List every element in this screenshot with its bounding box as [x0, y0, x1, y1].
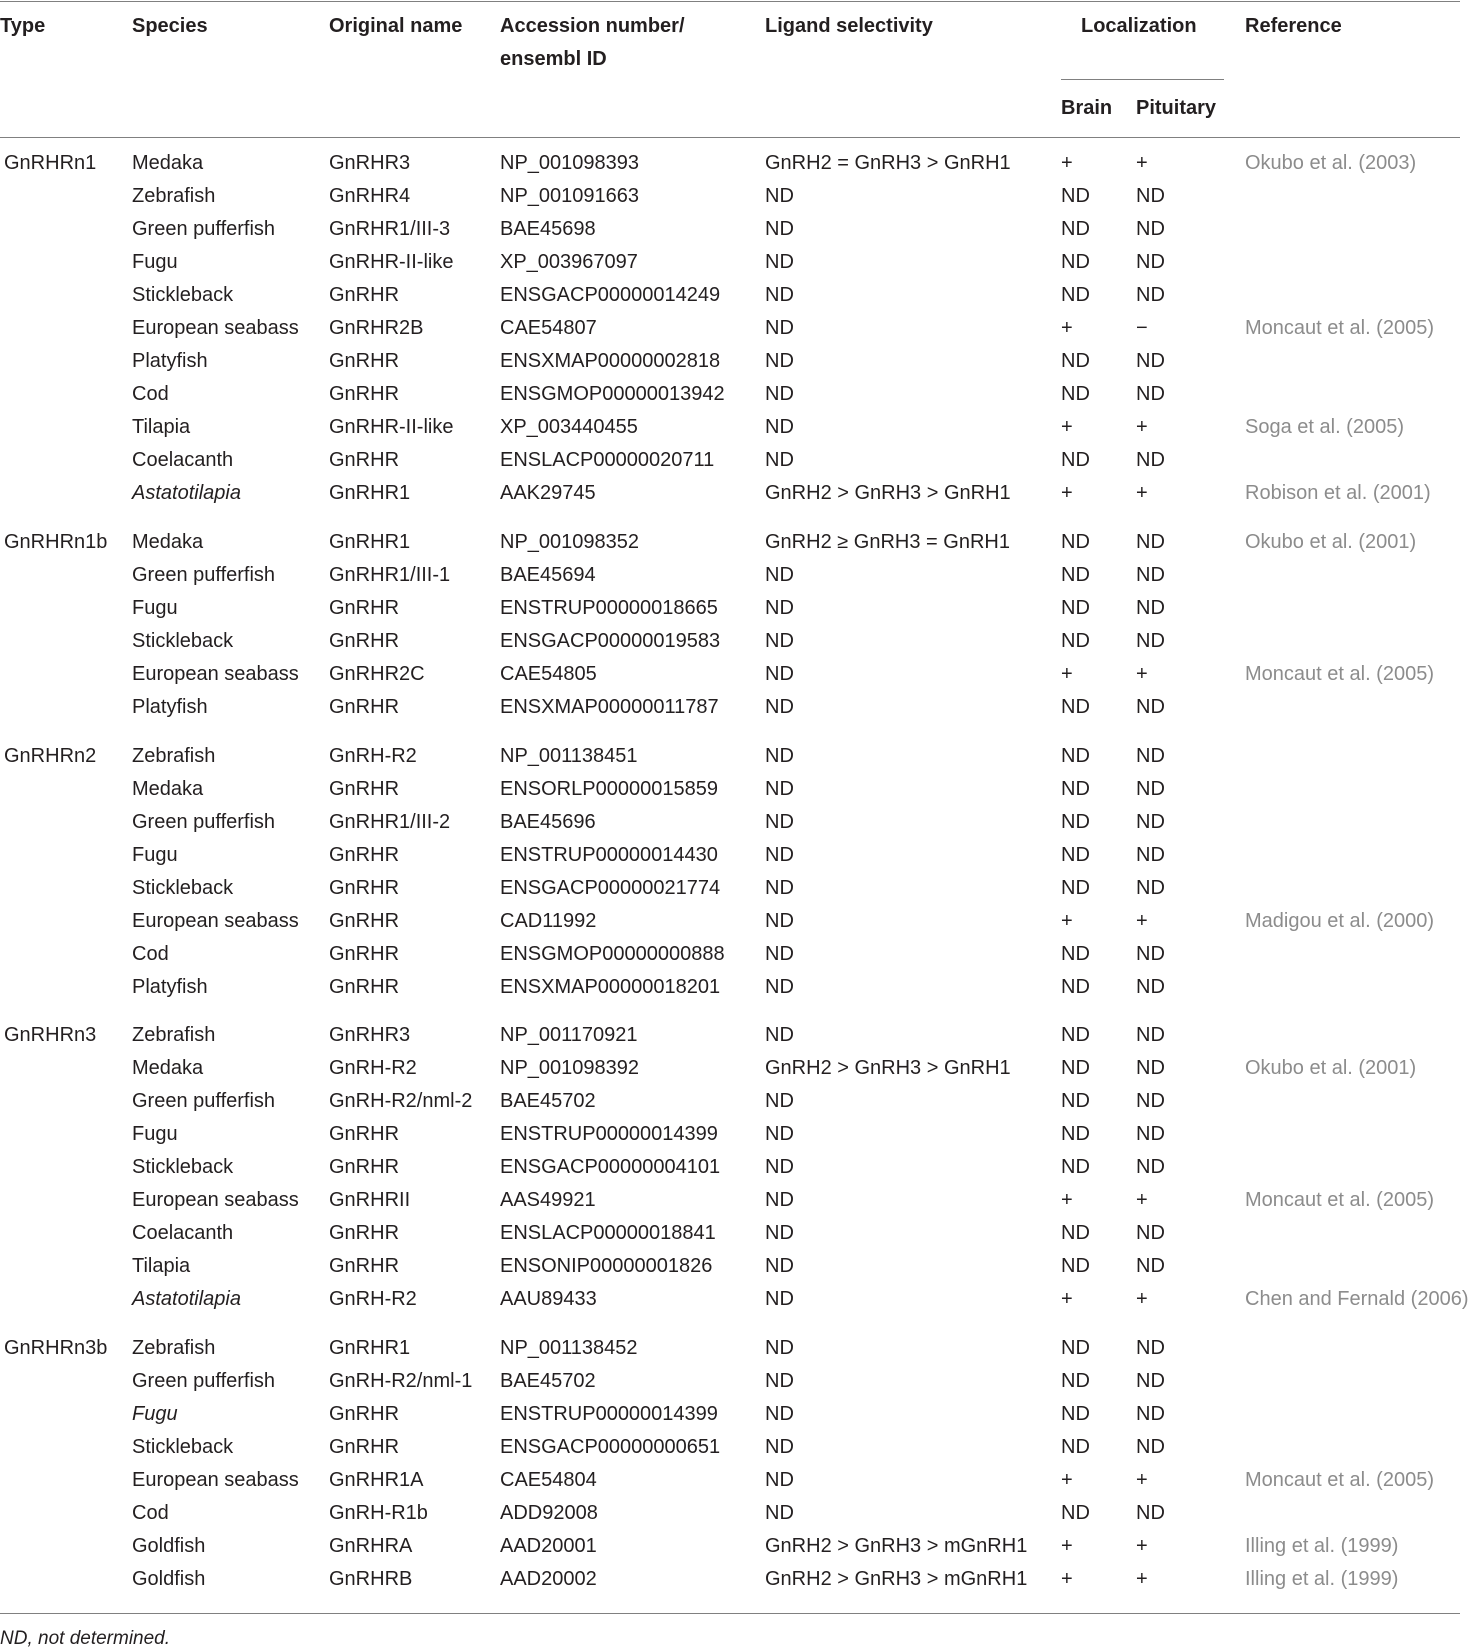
- pituitary-cell: ND: [1136, 185, 1165, 207]
- header-rule: [0, 137, 1460, 138]
- localization-rule: [1061, 79, 1224, 80]
- accession-cell: AAD20001: [500, 1535, 597, 1557]
- header-type: Type: [0, 15, 46, 37]
- species-cell: Tilapia: [132, 1255, 191, 1277]
- species-cell: Goldfish: [132, 1568, 206, 1590]
- ligand-selectivity-cell: ND: [765, 1469, 794, 1491]
- pituitary-cell: ND: [1136, 943, 1165, 965]
- reference-cell: Madigou et al. (2000): [1245, 910, 1435, 932]
- accession-cell: BAE45694: [500, 564, 596, 586]
- ligand-selectivity-cell: GnRH2 ≥ GnRH3 = GnRH1: [765, 531, 1010, 553]
- pituitary-cell: ND: [1136, 1403, 1165, 1425]
- species-cell: Platyfish: [132, 976, 208, 998]
- brain-cell: ND: [1061, 1156, 1090, 1178]
- reference-cell: Illing et al. (1999): [1245, 1535, 1399, 1557]
- species-cell: Green pufferfish: [132, 1090, 276, 1112]
- brain-cell: +: [1061, 1288, 1073, 1310]
- original-name-cell: GnRHR3: [329, 1024, 411, 1046]
- brain-cell: +: [1061, 1469, 1073, 1491]
- brain-cell: ND: [1061, 811, 1090, 833]
- accession-cell: ENSTRUP00000014399: [500, 1403, 718, 1425]
- brain-cell: ND: [1061, 1370, 1090, 1392]
- ligand-selectivity-cell: ND: [765, 350, 794, 372]
- ligand-selectivity-cell: ND: [765, 218, 794, 240]
- species-cell: Astatotilapia: [132, 1288, 241, 1310]
- brain-cell: +: [1061, 1189, 1073, 1211]
- brain-cell: +: [1061, 910, 1073, 932]
- accession-cell: BAE45696: [500, 811, 596, 833]
- brain-cell: +: [1061, 317, 1073, 339]
- pituitary-cell: +: [1136, 416, 1148, 438]
- accession-cell: NP_001098352: [500, 531, 640, 553]
- original-name-cell: GnRHR: [329, 350, 400, 372]
- pituitary-cell: +: [1136, 1568, 1148, 1590]
- header-species: Species: [132, 15, 208, 37]
- brain-cell: ND: [1061, 1337, 1090, 1359]
- accession-cell: NP_001098393: [500, 152, 640, 174]
- species-cell: Stickleback: [132, 1436, 234, 1458]
- pituitary-cell: ND: [1136, 251, 1165, 273]
- ligand-selectivity-cell: GnRH2 > GnRH3 > GnRH1: [765, 1057, 1011, 1079]
- pituitary-cell: ND: [1136, 1502, 1165, 1524]
- original-name-cell: GnRH-R2: [329, 745, 417, 767]
- accession-cell: BAE45698: [500, 218, 596, 240]
- original-name-cell: GnRHR1: [329, 531, 411, 553]
- accession-cell: NP_001138451: [500, 745, 638, 767]
- species-cell: Stickleback: [132, 877, 234, 899]
- accession-cell: ENSTRUP00000014430: [500, 844, 718, 866]
- pituitary-cell: +: [1136, 482, 1148, 504]
- reference-cell: Moncaut et al. (2005): [1245, 663, 1434, 685]
- pituitary-cell: ND: [1136, 383, 1165, 405]
- species-cell: European seabass: [132, 910, 299, 932]
- ligand-selectivity-cell: ND: [765, 564, 794, 586]
- original-name-cell: GnRHR: [329, 383, 400, 405]
- brain-cell: +: [1061, 416, 1073, 438]
- original-name-cell: GnRHR: [329, 1156, 400, 1178]
- species-cell: Zebrafish: [132, 1337, 216, 1359]
- ligand-selectivity-cell: ND: [765, 1436, 794, 1458]
- pituitary-cell: ND: [1136, 1156, 1165, 1178]
- pituitary-cell: ND: [1136, 597, 1165, 619]
- ligand-selectivity-cell: ND: [765, 1255, 794, 1277]
- brain-cell: ND: [1061, 1024, 1090, 1046]
- original-name-cell: GnRHR: [329, 877, 400, 899]
- species-cell: Fugu: [132, 1403, 178, 1425]
- species-cell: Fugu: [132, 1123, 178, 1145]
- brain-cell: ND: [1061, 1502, 1090, 1524]
- pituitary-cell: ND: [1136, 630, 1165, 652]
- ligand-selectivity-cell: ND: [765, 1403, 794, 1425]
- original-name-cell: GnRHRA: [329, 1535, 413, 1557]
- brain-cell: +: [1061, 152, 1073, 174]
- species-cell: Fugu: [132, 597, 178, 619]
- type-label: GnRHRn1b: [4, 531, 108, 553]
- brain-cell: ND: [1061, 531, 1090, 553]
- original-name-cell: GnRHRB: [329, 1568, 413, 1590]
- original-name-cell: GnRH-R2/nml-2: [329, 1090, 473, 1112]
- accession-cell: ENSTRUP00000014399: [500, 1123, 718, 1145]
- accession-cell: ENSGMOP00000000888: [500, 943, 725, 965]
- accession-cell: ENSXMAP00000002818: [500, 350, 721, 372]
- original-name-cell: GnRHR: [329, 910, 400, 932]
- original-name-cell: GnRH-R2: [329, 1057, 417, 1079]
- reference-cell: Moncaut et al. (2005): [1245, 1189, 1434, 1211]
- accession-cell: AAU89433: [500, 1288, 597, 1310]
- brain-cell: +: [1061, 482, 1073, 504]
- pituitary-cell: ND: [1136, 1222, 1165, 1244]
- ligand-selectivity-cell: GnRH2 > GnRH3 > mGnRH1: [765, 1535, 1028, 1557]
- brain-cell: ND: [1061, 350, 1090, 372]
- brain-cell: ND: [1061, 383, 1090, 405]
- ligand-selectivity-cell: ND: [765, 416, 794, 438]
- species-cell: Medaka: [132, 778, 204, 800]
- pituitary-cell: +: [1136, 663, 1148, 685]
- accession-cell: AAS49921: [500, 1189, 596, 1211]
- accession-cell: XP_003440455: [500, 416, 638, 438]
- original-name-cell: GnRHR: [329, 1403, 400, 1425]
- brain-cell: ND: [1061, 1057, 1090, 1079]
- pituitary-cell: ND: [1136, 778, 1165, 800]
- original-name-cell: GnRH-R2: [329, 1288, 417, 1310]
- original-name-cell: GnRHR: [329, 1436, 400, 1458]
- original-name-cell: GnRHR1/III-3: [329, 218, 451, 240]
- type-label: GnRHRn2: [4, 745, 97, 767]
- brain-cell: ND: [1061, 976, 1090, 998]
- brain-cell: ND: [1061, 1222, 1090, 1244]
- original-name-cell: GnRHR: [329, 696, 400, 718]
- brain-cell: ND: [1061, 745, 1090, 767]
- original-name-cell: GnRH-R1b: [329, 1502, 428, 1524]
- pituitary-cell: ND: [1136, 564, 1165, 586]
- ligand-selectivity-cell: ND: [765, 1024, 794, 1046]
- accession-cell: NP_001098392: [500, 1057, 640, 1079]
- accession-cell: ENSGACP00000021774: [500, 877, 721, 899]
- accession-cell: NP_001170921: [500, 1024, 638, 1046]
- accession-cell: AAD20002: [500, 1568, 597, 1590]
- species-cell: European seabass: [132, 1469, 299, 1491]
- ligand-selectivity-cell: ND: [765, 1090, 794, 1112]
- species-cell: Cod: [132, 383, 169, 405]
- ligand-selectivity-cell: ND: [765, 284, 794, 306]
- ligand-selectivity-cell: ND: [765, 449, 794, 471]
- brain-cell: ND: [1061, 844, 1090, 866]
- species-cell: Stickleback: [132, 630, 234, 652]
- ligand-selectivity-cell: ND: [765, 778, 794, 800]
- ligand-selectivity-cell: ND: [765, 597, 794, 619]
- species-cell: Zebrafish: [132, 745, 216, 767]
- brain-cell: ND: [1061, 564, 1090, 586]
- ligand-selectivity-cell: ND: [765, 630, 794, 652]
- pituitary-cell: +: [1136, 1469, 1148, 1491]
- accession-cell: ENSGACP00000004101: [500, 1156, 721, 1178]
- original-name-cell: GnRHR4: [329, 185, 411, 207]
- original-name-cell: GnRHR2B: [329, 317, 424, 339]
- accession-cell: ENSGACP00000014249: [500, 284, 721, 306]
- brain-cell: ND: [1061, 696, 1090, 718]
- brain-cell: ND: [1061, 630, 1090, 652]
- ligand-selectivity-cell: ND: [765, 696, 794, 718]
- original-name-cell: GnRHR: [329, 449, 400, 471]
- accession-cell: ENSTRUP00000018665: [500, 597, 718, 619]
- original-name-cell: GnRHR: [329, 1123, 400, 1145]
- pituitary-cell: ND: [1136, 1436, 1165, 1458]
- accession-cell: ENSORLP00000015859: [500, 778, 718, 800]
- accession-cell: AAK29745: [500, 482, 596, 504]
- pituitary-cell: ND: [1136, 976, 1165, 998]
- pituitary-cell: +: [1136, 1535, 1148, 1557]
- brain-cell: +: [1061, 1568, 1073, 1590]
- ligand-selectivity-cell: ND: [765, 1189, 794, 1211]
- ligand-selectivity-cell: ND: [765, 943, 794, 965]
- species-cell: Platyfish: [132, 350, 208, 372]
- pituitary-cell: ND: [1136, 284, 1165, 306]
- brain-cell: ND: [1061, 778, 1090, 800]
- header-accession: Accession number/: [500, 15, 685, 37]
- species-cell: Green pufferfish: [132, 1370, 276, 1392]
- ligand-selectivity-cell: ND: [765, 976, 794, 998]
- pituitary-cell: ND: [1136, 1123, 1165, 1145]
- brain-cell: ND: [1061, 597, 1090, 619]
- ligand-selectivity-cell: ND: [765, 844, 794, 866]
- accession-cell: NP_001091663: [500, 185, 640, 207]
- species-cell: Cod: [132, 1502, 169, 1524]
- accession-cell: CAE54804: [500, 1469, 597, 1491]
- ligand-selectivity-cell: ND: [765, 185, 794, 207]
- ligand-selectivity-cell: ND: [765, 1288, 794, 1310]
- original-name-cell: GnRHR1: [329, 1337, 411, 1359]
- species-cell: Fugu: [132, 844, 178, 866]
- ligand-selectivity-cell: ND: [765, 1337, 794, 1359]
- pituitary-cell: +: [1136, 152, 1148, 174]
- accession-cell: CAD11992: [500, 910, 597, 932]
- pituitary-cell: −: [1136, 317, 1148, 339]
- ligand-selectivity-cell: ND: [765, 1222, 794, 1244]
- ligand-selectivity-cell: ND: [765, 663, 794, 685]
- species-cell: Fugu: [132, 251, 178, 273]
- pituitary-cell: ND: [1136, 449, 1165, 471]
- pituitary-cell: ND: [1136, 811, 1165, 833]
- accession-cell: ENSXMAP00000018201: [500, 976, 721, 998]
- header-localization: Localization: [1081, 15, 1197, 37]
- header-ligand-selectivity: Ligand selectivity: [765, 15, 933, 37]
- pituitary-cell: ND: [1136, 877, 1165, 899]
- ligand-selectivity-cell: GnRH2 > GnRH3 > GnRH1: [765, 482, 1011, 504]
- species-cell: Medaka: [132, 1057, 204, 1079]
- bottom-rule: [0, 1613, 1460, 1614]
- original-name-cell: GnRHR: [329, 597, 400, 619]
- brain-cell: ND: [1061, 185, 1090, 207]
- type-label: GnRHRn3b: [4, 1337, 108, 1359]
- brain-cell: ND: [1061, 1090, 1090, 1112]
- original-name-cell: GnRHR-II-like: [329, 416, 454, 438]
- ligand-selectivity-cell: ND: [765, 1502, 794, 1524]
- original-name-cell: GnRHR: [329, 1222, 400, 1244]
- species-cell: Green pufferfish: [132, 564, 276, 586]
- species-cell: European seabass: [132, 1189, 299, 1211]
- species-cell: Medaka: [132, 152, 204, 174]
- original-name-cell: GnRHRII: [329, 1189, 411, 1211]
- species-cell: Cod: [132, 943, 169, 965]
- pituitary-cell: +: [1136, 910, 1148, 932]
- reference-cell: Soga et al. (2005): [1245, 416, 1404, 438]
- reference-cell: Okubo et al. (2001): [1245, 531, 1417, 553]
- reference-cell: Okubo et al. (2003): [1245, 152, 1417, 174]
- accession-cell: BAE45702: [500, 1370, 596, 1392]
- ligand-selectivity-cell: ND: [765, 910, 794, 932]
- ligand-selectivity-cell: ND: [765, 1370, 794, 1392]
- brain-cell: +: [1061, 1535, 1073, 1557]
- accession-cell: ENSGACP00000019583: [500, 630, 721, 652]
- accession-cell: ENSGMOP00000013942: [500, 383, 725, 405]
- pituitary-cell: ND: [1136, 1090, 1165, 1112]
- accession-cell: BAE45702: [500, 1090, 596, 1112]
- type-label: GnRHRn3: [4, 1024, 97, 1046]
- pituitary-cell: ND: [1136, 745, 1165, 767]
- pituitary-cell: ND: [1136, 218, 1165, 240]
- original-name-cell: GnRHR: [329, 844, 400, 866]
- species-cell: European seabass: [132, 317, 299, 339]
- original-name-cell: GnRHR1A: [329, 1469, 424, 1491]
- species-cell: Zebrafish: [132, 185, 216, 207]
- ligand-selectivity-cell: ND: [765, 745, 794, 767]
- accession-cell: ENSGACP00000000651: [500, 1436, 721, 1458]
- original-name-cell: GnRHR: [329, 1255, 400, 1277]
- pituitary-cell: +: [1136, 1288, 1148, 1310]
- reference-cell: Moncaut et al. (2005): [1245, 317, 1434, 339]
- reference-cell: Robison et al. (2001): [1245, 482, 1431, 504]
- pituitary-cell: ND: [1136, 696, 1165, 718]
- pituitary-cell: ND: [1136, 844, 1165, 866]
- ligand-selectivity-cell: ND: [765, 877, 794, 899]
- original-name-cell: GnRHR: [329, 976, 400, 998]
- original-name-cell: GnRHR3: [329, 152, 411, 174]
- header-reference: Reference: [1245, 15, 1342, 37]
- ligand-selectivity-cell: ND: [765, 383, 794, 405]
- accession-cell: ENSXMAP00000011787: [500, 696, 719, 718]
- accession-cell: CAE54807: [500, 317, 597, 339]
- species-cell: Platyfish: [132, 696, 208, 718]
- species-cell: Astatotilapia: [132, 482, 241, 504]
- brain-cell: +: [1061, 663, 1073, 685]
- reference-cell: Moncaut et al. (2005): [1245, 1469, 1434, 1491]
- accession-cell: ENSLACP00000020711: [500, 449, 715, 471]
- species-cell: Tilapia: [132, 416, 191, 438]
- pituitary-cell: ND: [1136, 1370, 1165, 1392]
- original-name-cell: GnRHR1/III-2: [329, 811, 451, 833]
- accession-cell: ADD92008: [500, 1502, 598, 1524]
- species-cell: Goldfish: [132, 1535, 206, 1557]
- pituitary-cell: +: [1136, 1189, 1148, 1211]
- ligand-selectivity-cell: ND: [765, 317, 794, 339]
- header-pituitary: Pituitary: [1136, 97, 1217, 119]
- species-cell: Stickleback: [132, 284, 234, 306]
- pituitary-cell: ND: [1136, 1024, 1165, 1046]
- reference-cell: Okubo et al. (2001): [1245, 1057, 1417, 1079]
- species-cell: Medaka: [132, 531, 204, 553]
- species-cell: Green pufferfish: [132, 218, 276, 240]
- original-name-cell: GnRHR2C: [329, 663, 425, 685]
- original-name-cell: GnRHR: [329, 943, 400, 965]
- ligand-selectivity-cell: ND: [765, 251, 794, 273]
- type-label: GnRHRn1: [4, 152, 97, 174]
- original-name-cell: GnRHR: [329, 284, 400, 306]
- brain-cell: ND: [1061, 449, 1090, 471]
- species-cell: Green pufferfish: [132, 811, 276, 833]
- brain-cell: ND: [1061, 1123, 1090, 1145]
- species-cell: Coelacanth: [132, 1222, 234, 1244]
- brain-cell: ND: [1061, 1403, 1090, 1425]
- ligand-selectivity-cell: ND: [765, 1156, 794, 1178]
- brain-cell: ND: [1061, 1255, 1090, 1277]
- species-cell: Zebrafish: [132, 1024, 216, 1046]
- top-rule: [0, 1, 1460, 2]
- original-name-cell: GnRHR1: [329, 482, 411, 504]
- original-name-cell: GnRHR-II-like: [329, 251, 454, 273]
- brain-cell: ND: [1061, 284, 1090, 306]
- species-cell: Coelacanth: [132, 449, 234, 471]
- reference-cell: Illing et al. (1999): [1245, 1568, 1399, 1590]
- species-cell: Stickleback: [132, 1156, 234, 1178]
- header-accession-line2: ensembl ID: [500, 48, 607, 70]
- brain-cell: ND: [1061, 251, 1090, 273]
- pituitary-cell: ND: [1136, 1057, 1165, 1079]
- pituitary-cell: ND: [1136, 531, 1165, 553]
- original-name-cell: GnRHR1/III-1: [329, 564, 451, 586]
- species-cell: European seabass: [132, 663, 299, 685]
- header-original-name: Original name: [329, 15, 463, 37]
- accession-cell: ENSONIP00000001826: [500, 1255, 713, 1277]
- original-name-cell: GnRHR: [329, 630, 400, 652]
- ligand-selectivity-cell: ND: [765, 811, 794, 833]
- accession-cell: ENSLACP00000018841: [500, 1222, 716, 1244]
- footnote: ND, not determined.: [0, 1628, 171, 1649]
- brain-cell: ND: [1061, 1436, 1090, 1458]
- pituitary-cell: ND: [1136, 350, 1165, 372]
- header-brain: Brain: [1061, 97, 1113, 119]
- pituitary-cell: ND: [1136, 1255, 1165, 1277]
- pituitary-cell: ND: [1136, 1337, 1165, 1359]
- ligand-selectivity-cell: ND: [765, 1123, 794, 1145]
- brain-cell: ND: [1061, 218, 1090, 240]
- accession-cell: NP_001138452: [500, 1337, 638, 1359]
- brain-cell: ND: [1061, 877, 1090, 899]
- original-name-cell: GnRH-R2/nml-1: [329, 1370, 473, 1392]
- reference-cell: Chen and Fernald (2006): [1245, 1288, 1469, 1310]
- ligand-selectivity-cell: GnRH2 = GnRH3 > GnRH1: [765, 152, 1011, 174]
- ligand-selectivity-cell: GnRH2 > GnRH3 > mGnRH1: [765, 1568, 1028, 1590]
- accession-cell: XP_003967097: [500, 251, 638, 273]
- accession-cell: CAE54805: [500, 663, 597, 685]
- brain-cell: ND: [1061, 943, 1090, 965]
- original-name-cell: GnRHR: [329, 778, 400, 800]
